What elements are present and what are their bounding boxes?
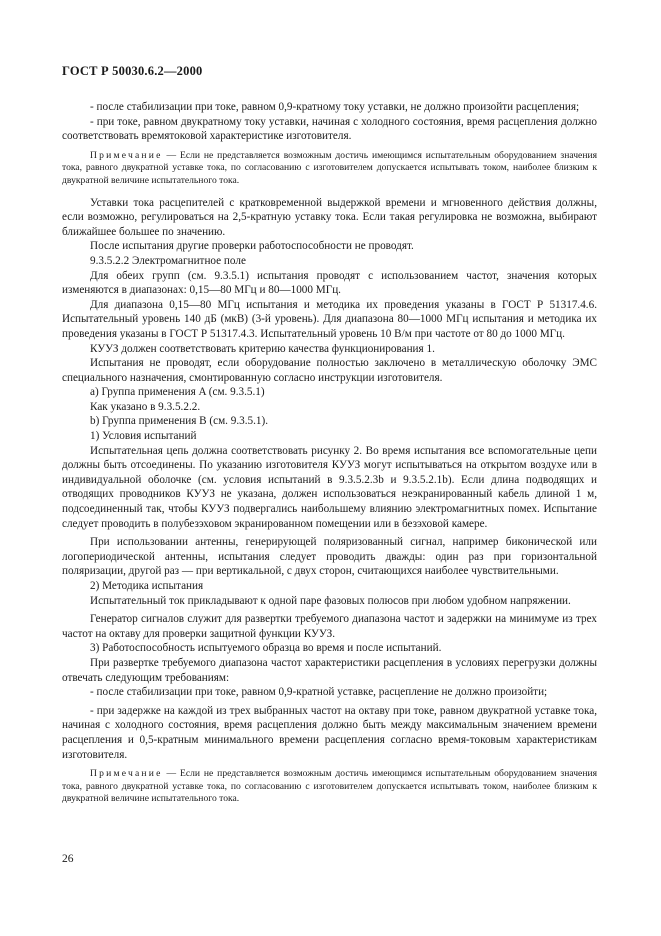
body-paragraph: Генератор сигналов служит для развертки требуемого диапазона частот и задержки на минимуме из трех частот на октаву для проверки защитной функции КУУЗ. <box>62 613 597 640</box>
note-text: — Если не представляется возможным достичь имеющимся испытательным оборудованием значения тока, равного двукратной уставке тока, по согласованию с изготовителем допускается испытывать током, наиболее близким к двукратной величине испытательного тока. <box>62 149 597 186</box>
body-paragraph: Уставки тока расцепителей с кратковременной выдержкой времени и мгновенного действия должны, если возможно, регулироваться на 2,5-кратную уставку тока. Если такая регулировка не возможна, выбирают ближайшее большее по значению. <box>62 196 597 238</box>
body-paragraph: b) Группа применения B (см. 9.3.5.1). <box>90 415 269 428</box>
body-paragraph: 2) Методика испытания <box>90 580 204 592</box>
body-paragraph: При использовании антенны, генерирующей поляризованный сигнал, например биконической или логопериодической антенны, испытания следует проводить дважды: один раз при горизонтальной поляризации, другой раз — при вертикальной, с двух сторон, считающихся наиболее чувствительными. <box>62 536 597 578</box>
body-paragraph: a) Группа применения A (см. 9.3.5.1) <box>90 386 265 399</box>
body-paragraph: - при задержке на каждой из трех выбранных частот на октаву при токе, равном двукратной уставке тока, начиная с холодного состояния, время расцепления должно быть между максимальным значением времени расцепления и 0,5-кратным минимального времени расцепления согласно время-токовым характеристикам изготовителя. <box>62 704 597 761</box>
body-paragraph: Испытания не проводят, если оборудование полностью заключено в металлическую оболочку ЭМС специального назначения, смонтированную согласно инструкции изготовителя. <box>62 357 597 384</box>
note-label: Примечание <box>90 768 163 780</box>
body-paragraph: 1) Условия испытаний <box>90 430 197 443</box>
note-text: — Если не представляется возможным достичь имеющимся испытательным оборудованием значения тока, равного двукратной уставке тока, по согласованию с изготовителем допускается испытывать током, наиболее близким к двукратной величине испытательного тока. <box>62 768 597 805</box>
body-paragraph: Для диапазона 0,15—80 МГц испытания и методика их проведения указаны в ГОСТ Р 51317.4.6. Испытательный уровень 140 дБ (мкВ) (3-й уровень). Для диапазона 80—1000 МГц испытания и методика их проведения указаны в ГОСТ Р 51317.4.3. Испытательный уровень 10 В/м при частоте от 80 до 1000 МГц. <box>62 298 597 340</box>
body-paragraph: КУУЗ должен соответствовать критерию качества функционирования 1. <box>90 342 435 355</box>
note-label: Примечание <box>90 149 163 161</box>
body-paragraph: Испытательный ток прикладывают к одной паре фазовых полюсов при любом удобном напряжении. <box>90 594 571 607</box>
note-paragraph <box>62 150 597 188</box>
body-paragraph: При развертке требуемого диапазона частот характеристики расцепления в условиях перегрузки должны отвечать следующим требованиям: <box>62 656 597 684</box>
note-paragraph <box>62 768 597 806</box>
body-paragraph: - при токе, равном двукратному току уставки, начиная с холодного состояния, время расцепления должно соответствовать времятоковой характеристике изготовителя. <box>62 115 597 143</box>
body-paragraph: Как указано в 9.3.5.2.2. <box>90 400 201 413</box>
page-number: 26 <box>62 853 74 865</box>
body-paragraph: После испытания другие проверки работоспособности не проводят. <box>90 240 414 253</box>
document-body <box>62 100 597 814</box>
body-paragraph: - после стабилизации при токе, равном 0,9-кратной уставке, расцепление не должно произойти; <box>90 686 548 699</box>
body-paragraph: Для обеих групп (см. 9.3.5.1) испытания проводят с использованием частот, значения которых изменяются в диапазонах: 0,15—80 МГц и 80—1000 МГц. <box>62 269 597 297</box>
body-paragraph: 3) Работоспособность испытуемого образца во время и после испытаний. <box>90 642 442 655</box>
body-paragraph: - после стабилизации при токе, равном 0,9-кратному току уставки, не должно произойти расцепления; <box>90 101 580 113</box>
document-header: ГОСТ Р 50030.6.2—2000 <box>62 64 203 78</box>
body-paragraph: 9.3.5.2.2 Электромагнитное поле <box>90 254 246 267</box>
body-paragraph: Испытательная цепь должна соответствовать рисунку 2. Во время испытания все вспомогательные цепи должны быть отсоединены. По указанию изготовителя КУУЗ могут испытываться на открытом воздухе или в индивидуальной оболочке (см. условия испытаний в 9.3.5.2.3b и 9.3.5.2.1b). Если длина подводящих и отводящих проводников КУУЗ не указана, должен использоваться неэкранированный кабель длиной 1 м, подсоединенный так, чтобы КУУЗ подвергались наибольшему влиянию электромагнитных помех. Испытание следует проводить в полубезэховом экранированном помещении или в безэховой камере. <box>62 444 597 530</box>
